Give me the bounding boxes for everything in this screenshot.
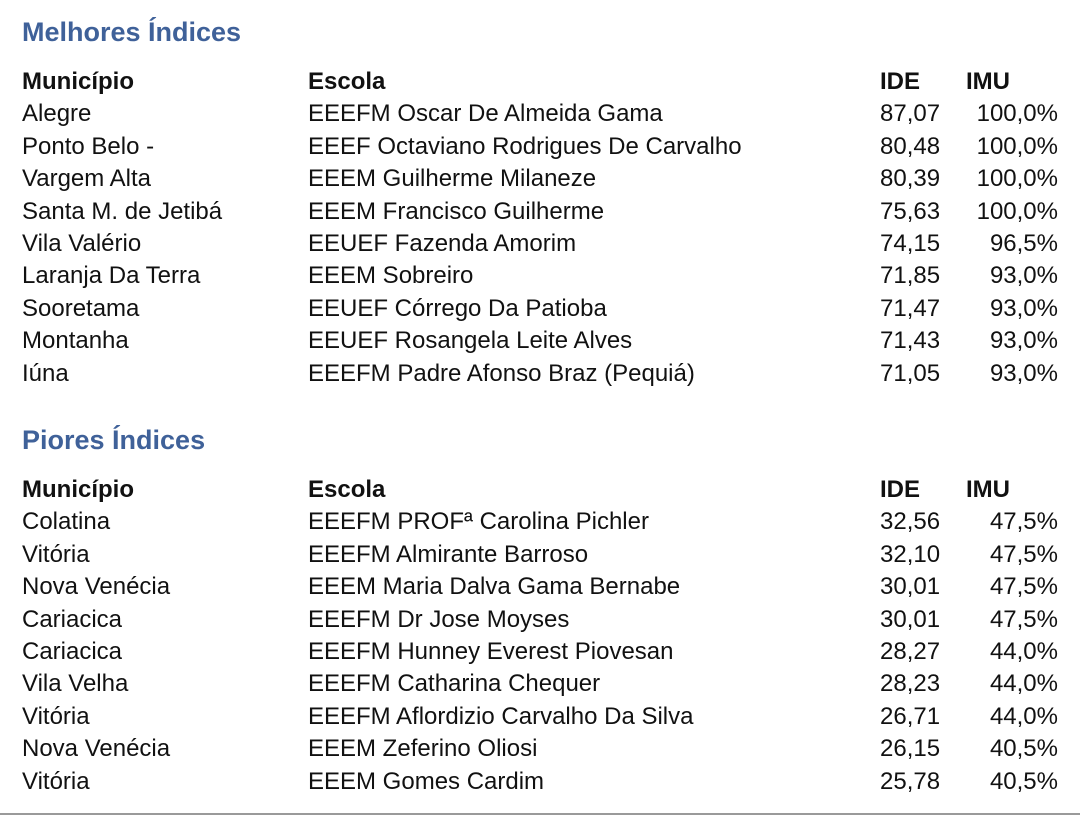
cell-imu: 96,5%	[989, 230, 1058, 258]
cell-escola: EEEFM Padre Afonso Braz (Pequiá)	[308, 359, 695, 387]
cell-municipio: Colatina	[22, 508, 111, 536]
cell-escola: EEUEF Córrego Da Patioba	[308, 294, 607, 322]
cell-ide: 28,27	[880, 638, 941, 666]
table-row	[22, 636, 1072, 668]
cell-escola: EEEM Sobreiro	[308, 262, 474, 290]
cell-imu: 93,0%	[989, 327, 1058, 355]
cell-municipio: Nova Venécia	[22, 573, 171, 601]
bottom-divider	[0, 813, 1080, 815]
cell-imu: 47,5%	[989, 508, 1058, 536]
cell-imu: 100,0%	[976, 132, 1058, 160]
table-row	[22, 766, 1072, 798]
cell-ide: 26,71	[880, 702, 941, 730]
cell-escola: EEEFM Hunney Everest Piovesan	[308, 638, 674, 666]
cell-escola: EEUEF Fazenda Amorim	[308, 230, 577, 258]
header-imu: IMU	[966, 68, 1010, 95]
table-row	[22, 260, 1072, 292]
cell-municipio: Vitória	[22, 540, 90, 568]
worst-indices-title: Piores Índices	[22, 425, 206, 455]
cell-municipio: Montanha	[22, 327, 129, 355]
cell-municipio: Vitória	[22, 767, 90, 795]
cell-ide: 26,15	[880, 735, 941, 763]
cell-imu: 100,0%	[976, 100, 1058, 128]
cell-imu: 47,5%	[989, 573, 1058, 601]
table-row	[22, 506, 1072, 538]
table-row	[22, 196, 1072, 228]
header-ide: IDE	[880, 68, 921, 95]
cell-ide: 71,05	[880, 359, 941, 387]
table-row	[22, 701, 1072, 733]
cell-ide: 30,01	[880, 573, 941, 601]
cell-imu: 44,0%	[989, 702, 1058, 730]
table-row	[22, 668, 1072, 700]
cell-municipio: Nova Venécia	[22, 735, 171, 763]
cell-escola: EEEFM Catharina Chequer	[308, 670, 601, 698]
cell-escola: EEUEF Rosangela Leite Alves	[308, 327, 633, 355]
cell-escola: EEEFM Aflordizio Carvalho Da Silva	[308, 702, 694, 730]
table-row	[22, 604, 1072, 636]
table-row	[22, 163, 1072, 195]
cell-imu: 93,0%	[989, 294, 1058, 322]
cell-escola: EEEM Maria Dalva Gama Bernabe	[308, 573, 681, 601]
worst-indices-section	[22, 420, 1072, 798]
cell-municipio: Vila Valério	[22, 230, 142, 258]
header-municipio: Município	[22, 68, 134, 95]
cell-imu: 47,5%	[989, 540, 1058, 568]
cell-imu: 100,0%	[976, 197, 1058, 225]
cell-escola: EEEFM PROFª Carolina Pichler	[308, 508, 649, 536]
header-escola: Escola	[308, 476, 386, 503]
cell-imu: 47,5%	[989, 605, 1058, 633]
cell-escola: EEEFM Dr Jose Moyses	[308, 605, 570, 633]
cell-ide: 71,85	[880, 262, 941, 290]
best-indices-section	[22, 12, 1072, 390]
cell-ide: 32,56	[880, 508, 941, 536]
table-header-row	[22, 66, 1072, 98]
cell-ide: 71,47	[880, 294, 941, 322]
cell-municipio: Alegre	[22, 100, 92, 128]
worst-indices-table	[22, 474, 1072, 798]
cell-municipio: Sooretama	[22, 294, 140, 322]
header-escola: Escola	[308, 68, 386, 95]
cell-ide: 80,48	[880, 132, 941, 160]
cell-imu: 100,0%	[976, 165, 1058, 193]
cell-escola: EEEFM Almirante Barroso	[308, 540, 589, 568]
cell-escola: EEEM Gomes Cardim	[308, 767, 545, 795]
cell-ide: 75,63	[880, 197, 941, 225]
header-ide: IDE	[880, 476, 921, 503]
cell-municipio: Ponto Belo -	[22, 132, 155, 160]
cell-municipio: Cariacica	[22, 605, 123, 633]
table-row	[22, 131, 1072, 163]
cell-ide: 25,78	[880, 767, 941, 795]
cell-municipio: Vila Velha	[22, 670, 129, 698]
cell-imu: 93,0%	[989, 262, 1058, 290]
table-row	[22, 325, 1072, 357]
table-row	[22, 358, 1072, 390]
cell-ide: 30,01	[880, 605, 941, 633]
best-indices-table	[22, 66, 1072, 390]
table-row	[22, 293, 1072, 325]
cell-municipio: Laranja Da Terra	[22, 262, 201, 290]
cell-escola: EEEF Octaviano Rodrigues De Carvalho	[308, 132, 742, 160]
table-row	[22, 539, 1072, 571]
cell-imu: 40,5%	[989, 767, 1058, 795]
cell-escola: EEEM Francisco Guilherme	[308, 197, 605, 225]
header-municipio: Município	[22, 476, 134, 503]
cell-municipio: Vargem Alta	[22, 165, 151, 193]
cell-imu: 44,0%	[989, 638, 1058, 666]
cell-municipio: Cariacica	[22, 638, 123, 666]
cell-ide: 74,15	[880, 230, 941, 258]
best-indices-title: Melhores Índices	[22, 17, 242, 47]
table-row	[22, 733, 1072, 765]
table-row	[22, 98, 1072, 130]
cell-ide: 80,39	[880, 165, 941, 193]
cell-escola: EEEM Guilherme Milaneze	[308, 165, 597, 193]
cell-imu: 44,0%	[989, 670, 1058, 698]
header-imu: IMU	[966, 476, 1010, 503]
cell-municipio: Iúna	[22, 359, 69, 387]
cell-ide: 71,43	[880, 327, 941, 355]
cell-municipio: Vitória	[22, 702, 90, 730]
table-row	[22, 228, 1072, 260]
cell-ide: 32,10	[880, 540, 941, 568]
cell-imu: 40,5%	[989, 735, 1058, 763]
cell-ide: 87,07	[880, 100, 941, 128]
cell-imu: 93,0%	[989, 359, 1058, 387]
cell-escola: EEEM Zeferino Oliosi	[308, 735, 538, 763]
cell-ide: 28,23	[880, 670, 941, 698]
cell-municipio: Santa M. de Jetibá	[22, 197, 223, 225]
table-header-row	[22, 474, 1072, 506]
table-row	[22, 571, 1072, 603]
cell-escola: EEEFM Oscar De Almeida Gama	[308, 100, 663, 128]
